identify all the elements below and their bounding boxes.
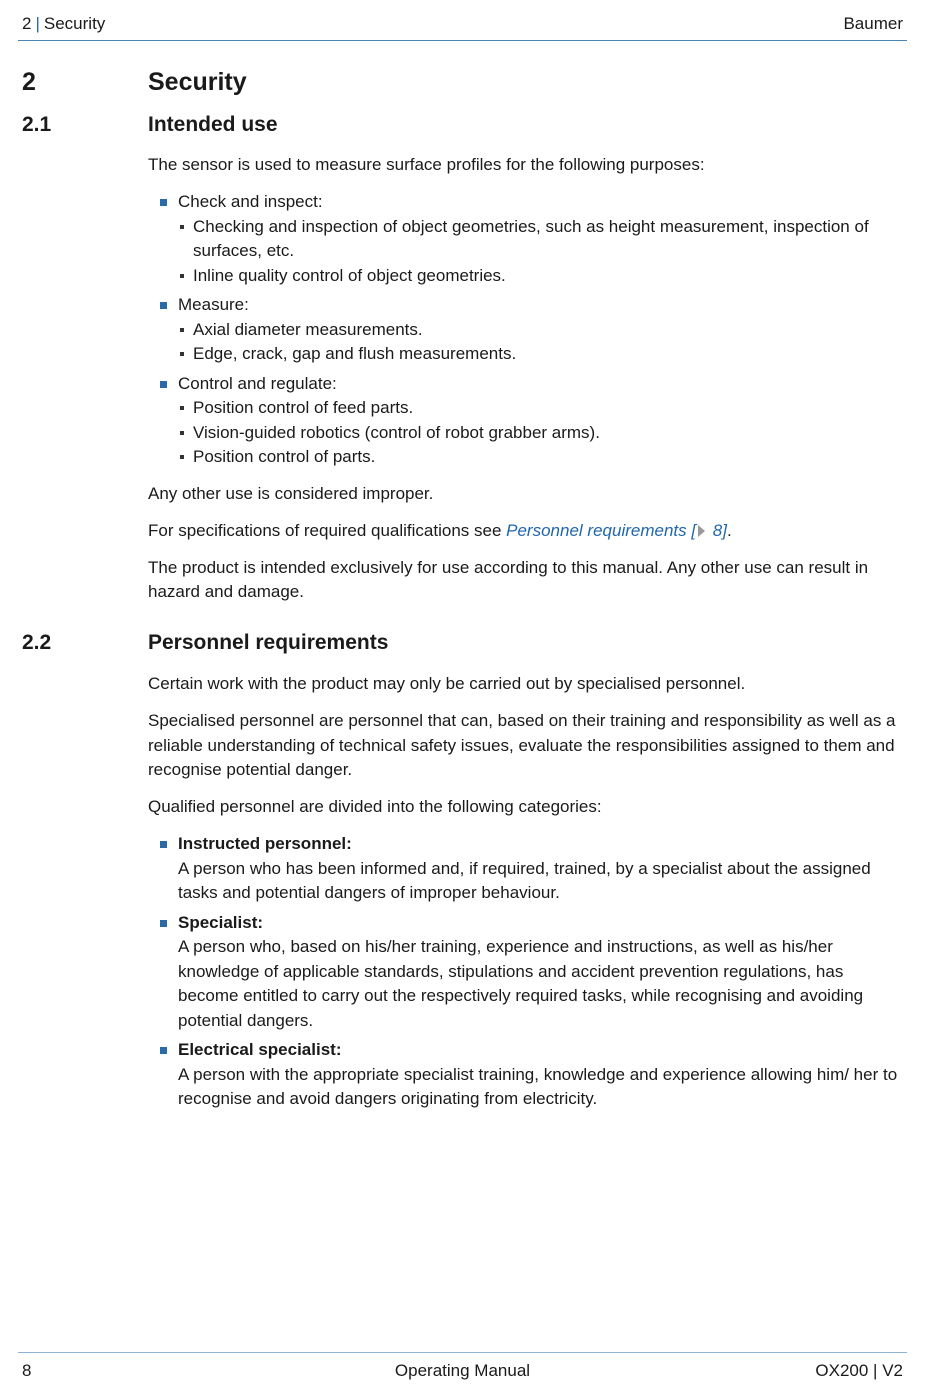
page-header xyxy=(18,10,907,41)
list-item: Axial diameter measurements. xyxy=(178,318,908,343)
subsection-number: 2.1 xyxy=(22,113,52,136)
section-heading xyxy=(22,68,247,97)
improper-use-paragraph: Any other use is considered improper. xyxy=(148,483,434,503)
category-label: Electrical specialist: xyxy=(178,1040,342,1059)
page-number: 8 xyxy=(22,1361,32,1380)
qual-suffix: . xyxy=(726,520,732,540)
paragraph: Qualified personnel are divided into the following categories: xyxy=(148,797,602,816)
category-item xyxy=(148,1038,908,1112)
list-item: Position control of parts. xyxy=(178,445,908,470)
category-label: Specialist: xyxy=(178,912,264,932)
list-item: Inline quality control of object geometries. xyxy=(178,264,908,289)
intro-paragraph: The sensor is used to measure surface profiles for the following purposes: xyxy=(148,155,705,174)
exclusive-use-paragraph: The product is intended exclusively for use according to this manual. Any other use can result in hazard and damage. xyxy=(148,557,869,601)
qual-prefix: For specifications of required qualifications see xyxy=(148,520,507,540)
link-text: Personnel requirements [ xyxy=(506,520,697,540)
header-brand: Baumer xyxy=(843,14,903,33)
purpose-list xyxy=(148,190,908,470)
footer-product: OX200 | V2 xyxy=(815,1361,903,1380)
list-item: Position control of feed parts. xyxy=(178,396,908,421)
link-page: 8] xyxy=(708,520,727,540)
paragraph: Certain work with the product may only be carried out by specialised personnel. xyxy=(148,674,746,693)
qualifications-paragraph xyxy=(148,519,908,544)
personnel-body xyxy=(148,672,908,1124)
header-chapter-title: Security xyxy=(43,14,106,33)
category-desc: A person with the appropriate specialist training, knowledge and experience allowing him/ her to recognise and avoid dangers originating from electricity. xyxy=(178,1064,898,1108)
paragraph: Specialised personnel are personnel that can, based on their training and responsibility as well as a reliable understanding of technical safety issues, evaluate the responsibilities assigned to them and recognise potential danger. xyxy=(148,711,896,779)
subsection-heading-personnel xyxy=(22,631,388,655)
purpose-label: Measure: xyxy=(178,295,249,314)
personnel-requirements-link[interactable] xyxy=(506,521,727,540)
purpose-group xyxy=(148,372,908,470)
purpose-group xyxy=(148,190,908,288)
list-item: Edge, crack, gap and flush measurements. xyxy=(178,342,908,367)
subsection-title: Intended use xyxy=(148,113,278,136)
subsection-heading-intended-use xyxy=(22,113,278,137)
category-desc: A person who has been informed and, if required, trained, by a specialist about the assigned tasks and potential dangers of improper behaviour. xyxy=(178,858,871,902)
purpose-label: Check and inspect: xyxy=(178,192,323,211)
list-item: Vision-guided robotics (control of robot grabber arms). xyxy=(178,421,908,446)
section-number: 2 xyxy=(22,68,36,96)
intended-use-body xyxy=(148,153,908,617)
purpose-group xyxy=(148,293,908,367)
subsection-number: 2.2 xyxy=(22,631,52,654)
category-list xyxy=(148,832,908,1112)
header-separator: | xyxy=(35,14,40,33)
category-item xyxy=(148,832,908,906)
list-item: Checking and inspection of object geometries, such as height measurement, inspection of surfaces, etc. xyxy=(178,215,908,264)
category-label: Instructed personnel: xyxy=(178,834,352,853)
page-footer xyxy=(18,1352,907,1380)
footer-doc-title: Operating Manual xyxy=(394,1361,531,1380)
header-chapter xyxy=(22,14,105,34)
page-arrow-icon xyxy=(698,525,705,537)
purpose-label: Control and regulate: xyxy=(178,373,337,393)
category-item xyxy=(148,911,908,1034)
category-desc: A person who, based on his/her training, experience and instructions, as well as his/her knowledge of applicable standards, stipulations and accident prevention regulations, has become entitled to carry out the respectively required tasks, while recognising and avoiding potential dangers. xyxy=(178,937,864,1030)
section-title: Security xyxy=(148,68,247,96)
header-chapter-num: 2 xyxy=(22,14,32,33)
subsection-title: Personnel requirements xyxy=(148,631,389,654)
